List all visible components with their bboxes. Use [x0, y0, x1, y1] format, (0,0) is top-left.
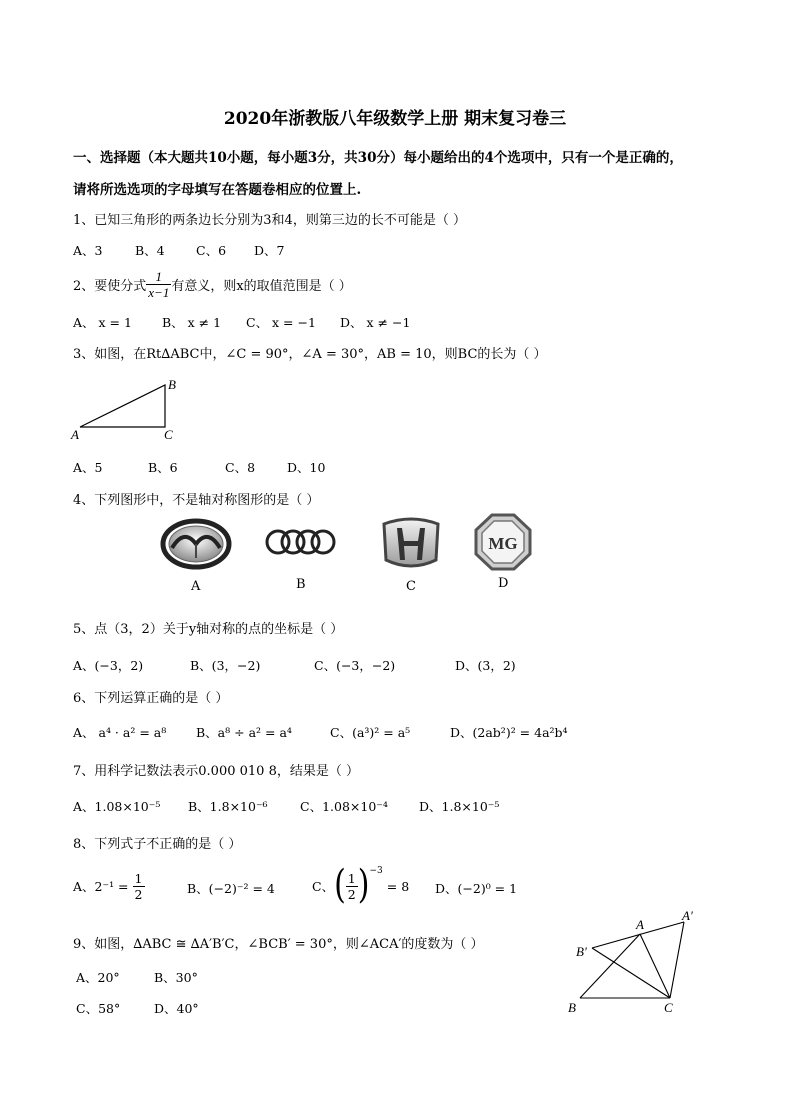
q9-label-c: C [664, 1000, 673, 1015]
q1-option-c: C、6 [196, 243, 227, 258]
q3-label-b: B [168, 377, 176, 392]
q4-logo-a-icon [160, 518, 232, 570]
q2-stem-pre: 2、要使分式 [73, 278, 147, 294]
q4-logo-d-icon [472, 512, 534, 572]
q4-label-a: A [191, 579, 201, 594]
q6-option-a: A、 a⁴ · a² = a⁸ [73, 725, 167, 740]
page-title: 2020年浙教版八年级数学上册 期末复习卷三 [223, 109, 567, 129]
q4-label-b: B [296, 577, 306, 592]
q9-option-c: C、58° [76, 1001, 121, 1016]
q1-stem: 1、已知三角形的两条边长分别为3和4，则第三边的长不可能是（ ） [73, 213, 466, 228]
q8-option-c-num: 1 [347, 870, 356, 886]
q8-option-c-rparen: ) [357, 862, 370, 909]
q7-stem: 7、用科学记数法表示0.000 010 8，结果是（ ） [73, 764, 359, 779]
q3-triangle [80, 385, 165, 427]
q9-stem: 9、如图，∆ABC ≅ ∆A′B′C，∠BCB′ = 30°，则∠ACA′的度数为（ ） [73, 937, 484, 952]
q2-stem [73, 264, 352, 304]
q3-stem: 3、如图，在Rt∆ABC中，∠C = 90°，∠A = 30°，AB = 10，则BC的长为（ ） [73, 347, 547, 362]
q8-option-c-lparen: ( [334, 862, 346, 909]
q3-option-c: C、8 [225, 460, 256, 475]
q8-option-c-exponent: −3 [369, 866, 383, 876]
q9-option-b: B、30° [154, 970, 198, 985]
q8-option-c [312, 864, 409, 908]
section-header-line2: 请将所选选项的字母填写在答题卷相应的位置上. [73, 182, 362, 198]
q2-option-d: D、 x ≠ −1 [340, 315, 411, 330]
q4-logo-c-icon [378, 514, 444, 572]
q5-stem: 5、点（3，2）关于y轴对称的点的坐标是（ ） [73, 622, 344, 637]
q8-option-a [73, 866, 145, 906]
q5-option-a: A、(−3，2) [73, 658, 144, 673]
q2-fraction [146, 269, 171, 300]
q1-option-d: D、7 [254, 243, 285, 258]
q9-label-b: B [568, 1000, 576, 1015]
q8-option-d: D、(−2)⁰ = 1 [435, 881, 518, 896]
q7-option-b: B、1.8×10⁻⁶ [188, 799, 268, 814]
q6-option-c: C、(a³)² = a⁵ [330, 725, 411, 740]
q2-frac-numerator: 1 [146, 269, 171, 285]
q3-option-d: D、10 [287, 460, 326, 475]
q3-label-c: C [164, 427, 173, 442]
q5-option-b: B、(3，−2) [190, 658, 261, 673]
q9-option-d: D、40° [154, 1001, 199, 1016]
q8-option-c-fraction [346, 871, 358, 902]
q8-stem: 8、下列式子不正确的是（ ） [73, 837, 242, 852]
q7-option-c: C、1.08×10⁻⁴ [300, 799, 388, 814]
q8-option-a-lhs: A、2⁻¹ = [73, 879, 129, 894]
q8-option-a-num: 1 [134, 870, 143, 886]
q3-option-b: B、6 [148, 460, 178, 475]
q8-option-a-fraction [133, 871, 145, 902]
q8-option-b: B、(−2)⁻² = 4 [187, 881, 275, 896]
q2-option-b: B、 x ≠ 1 [162, 315, 222, 330]
q4-logo-b-icon [264, 526, 338, 558]
q9-label-a: A [636, 917, 644, 932]
q9-label-a-prime: A′ [682, 910, 693, 923]
q7-option-d: D、1.8×10⁻⁵ [419, 799, 500, 814]
q4-stem: 4、下列图形中，不是轴对称图形的是（ ） [73, 493, 320, 508]
q2-option-a: A、 x = 1 [73, 315, 132, 330]
q1-option-b: B、4 [135, 243, 165, 258]
q3-option-a: A、5 [73, 460, 103, 475]
q8-option-c-post: = 8 [386, 878, 410, 894]
q2-stem-post: 有意义，则x的取值范围是（ ） [171, 278, 352, 294]
q4-label-c: C [406, 579, 416, 594]
q9-triangles-figure [560, 910, 710, 1020]
q4-logo-d-text: MG [488, 534, 518, 553]
q9-option-a: A、20° [76, 970, 120, 985]
q8-option-c-den: 2 [347, 886, 356, 902]
q3-triangle-figure [70, 375, 190, 443]
q6-option-d: D、(2ab²)² = 4a²b⁴ [450, 725, 568, 740]
q9-label-b-prime: B′ [576, 944, 587, 959]
q7-option-a: A、1.08×10⁻⁵ [73, 799, 161, 814]
q3-label-a: A [71, 427, 79, 442]
section-header-line1: 一、选择题（本大题共10小题，每小题3分，共30分）每小题给出的4个选项中，只有一个是正确的， [73, 150, 683, 166]
q6-option-b: B、a⁸ ÷ a² = a⁴ [196, 725, 292, 740]
q8-option-a-den: 2 [134, 886, 143, 902]
q1-option-a: A、3 [73, 243, 103, 258]
q2-option-c: C、 x = −1 [246, 315, 316, 330]
q8-option-c-pre: C、 [312, 879, 335, 894]
q5-option-c: C、(−3，−2) [314, 658, 396, 673]
q5-option-d: D、(3，2) [455, 658, 516, 673]
q6-stem: 6、下列运算正确的是（ ） [73, 691, 229, 706]
q4-label-d: D [498, 576, 509, 591]
q2-frac-denominator: x−1 [148, 284, 170, 300]
